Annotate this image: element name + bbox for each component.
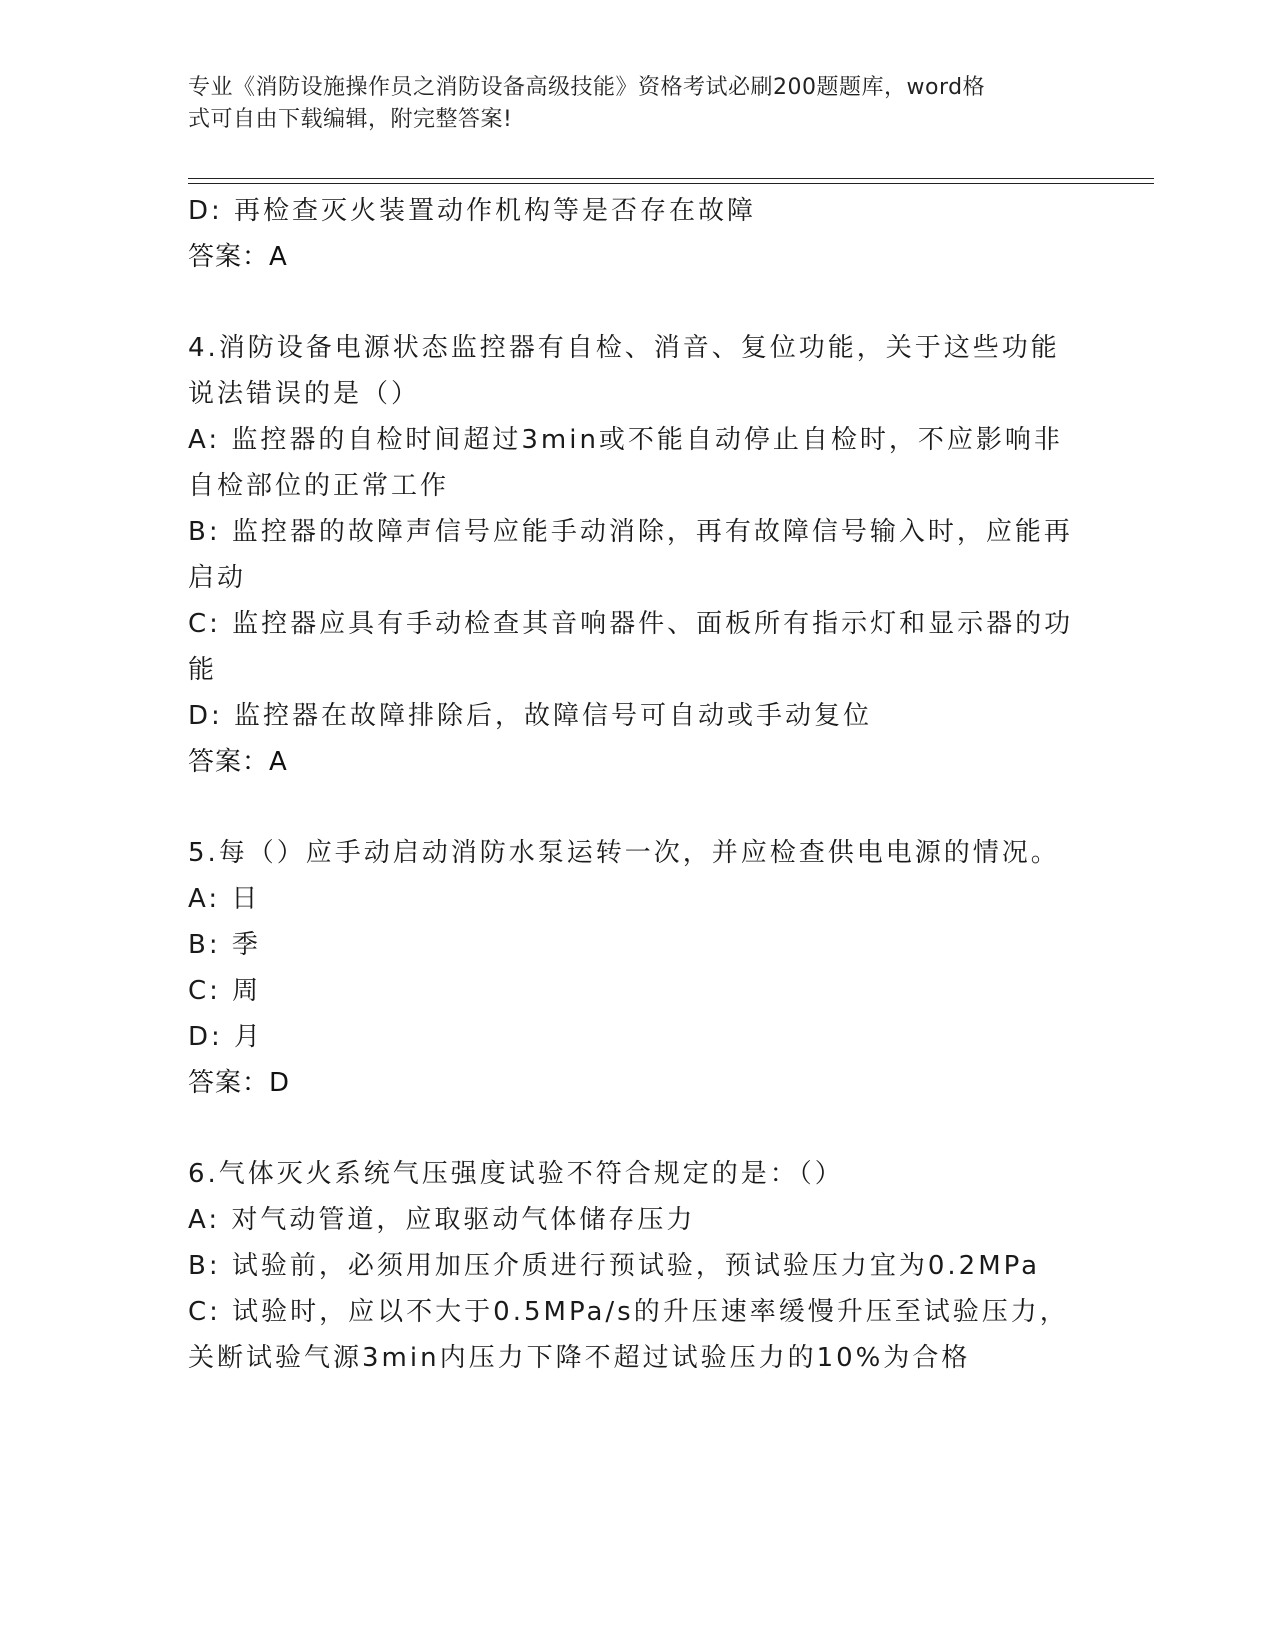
q4-stem-line-2: 说法错误的是（） (188, 379, 421, 409)
q5-option-a: A: 日 (188, 884, 261, 914)
q4-option-c-line-1: C: 监控器应具有手动检查其音响器件、面板所有指示灯和显示器的功 (188, 609, 1074, 639)
q3-option-d: D: 再检查灭火装置动作机构等是否存在故障 (188, 196, 757, 226)
question-4 (188, 325, 1088, 785)
q4-option-c-line-2: 能 (188, 655, 218, 685)
q6-option-a: A: 对气动管道，应取驱动气体储存压力 (188, 1205, 696, 1235)
header-divider-bottom (188, 183, 1154, 184)
q4-stem-line-1: 4.消防设备电源状态监控器有自检、消音、复位功能，关于这些功能 (188, 333, 1060, 363)
header-line-2: 式可自由下载编辑，附完整答案! (188, 107, 513, 132)
q6-stem: 6.气体灭火系统气压强度试验不符合规定的是：（） (188, 1159, 844, 1189)
q5-option-c: C: 周 (188, 976, 262, 1006)
q5-option-d: D: 月 (188, 1022, 264, 1052)
q4-option-a-line-2: 自检部位的正常工作 (188, 471, 450, 501)
header-divider-top (188, 178, 1154, 179)
q4-option-a-line-1: A: 监控器的自检时间超过3min或不能自动停止自检时，不应影响非 (188, 425, 1063, 455)
q3-answer: 答案：A (188, 242, 288, 272)
q5-answer: 答案：D (188, 1068, 291, 1098)
spacer (188, 785, 1088, 830)
document-body (188, 188, 1088, 1381)
q4-option-d: D: 监控器在故障排除后，故障信号可自动或手动复位 (188, 701, 873, 731)
q6-option-b: B: 试验前，必须用加压介质进行预试验，预试验压力宜为0.2MPa (188, 1251, 1041, 1281)
q6-option-c-line-2: 关断试验气源3min内压力下降不超过试验压力的10%为合格 (188, 1343, 971, 1373)
q4-option-b-line-1: B: 监控器的故障声信号应能手动消除，再有故障信号输入时，应能再 (188, 517, 1073, 547)
q4-answer: 答案：A (188, 747, 288, 777)
q5-stem: 5.每（）应手动启动消防水泵运转一次，并应检查供电电源的情况。 (188, 838, 1060, 868)
q6-option-c-line-1: C: 试验时，应以不大于0.5MPa/s的升压速率缓慢升压至试验压力， (188, 1297, 1069, 1327)
header-line-1: 专业《消防设施操作员之消防设备高级技能》资格考试必刷200题题库，word格 (188, 75, 986, 100)
spacer (188, 280, 1088, 325)
question-3-tail (188, 188, 1088, 280)
q5-option-b: B: 季 (188, 930, 261, 960)
question-5 (188, 830, 1088, 1106)
spacer (188, 1106, 1088, 1151)
document-header (188, 72, 1088, 136)
question-6 (188, 1151, 1088, 1381)
q4-option-b-line-2: 启动 (188, 563, 247, 593)
